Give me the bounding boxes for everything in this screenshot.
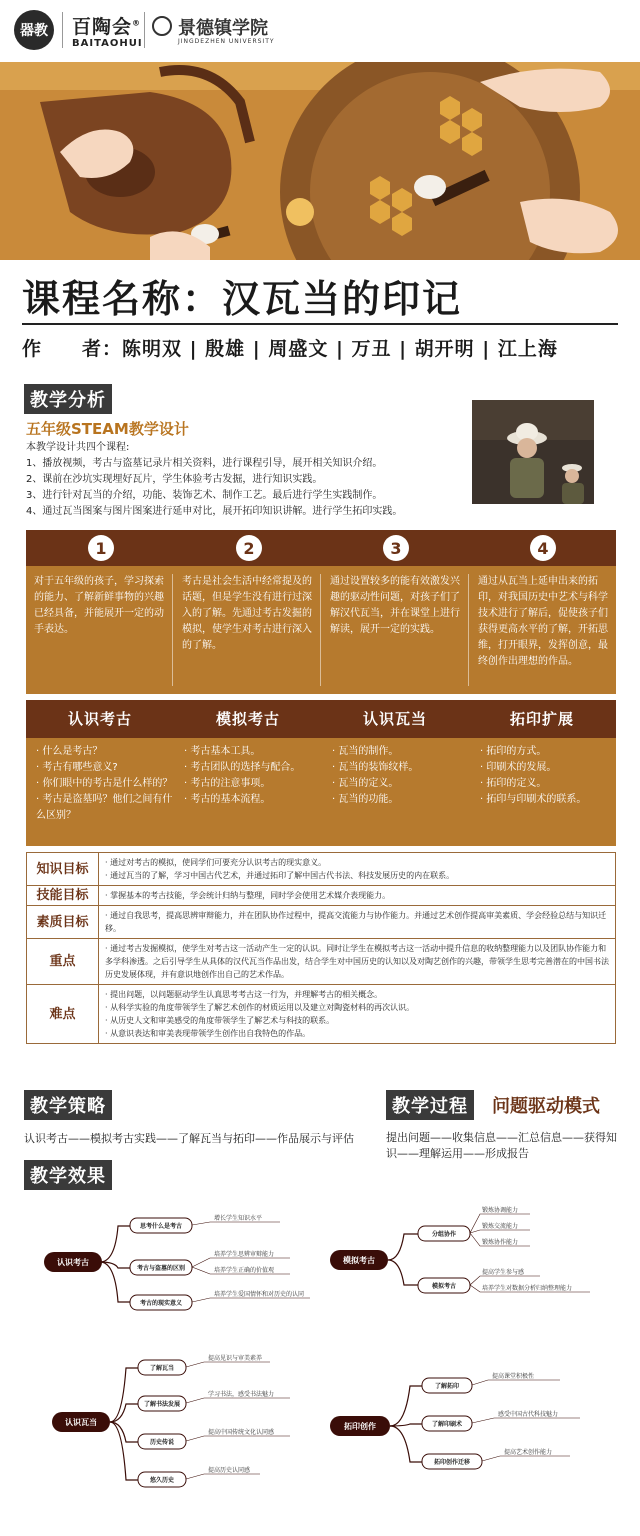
goal-content (99, 985, 616, 1044)
section-header-analysis: 教学分析 (24, 384, 112, 414)
list-item: · 拓印与印刷术的联系。 (480, 792, 620, 808)
mindmap-leaf-line (192, 1222, 280, 1225)
module-list-2 (184, 744, 324, 808)
intro-item: 1、播放视频，考古与盗墓记录片相关资料，进行课程引导，展开相关知识介绍。 (26, 458, 383, 469)
module-list-3 (332, 744, 472, 808)
intro-item: 4、通过瓦当图案与图片图案进行延申对比，展开拓印知识讲解。进行学生拓印实践。 (26, 506, 403, 517)
process-mode: 问题驱动模式 (492, 1096, 600, 1117)
intro-item: 3、进行针对瓦当的介绍，功能、装饰艺术、制作工艺。最后进行学生实践制作。 (26, 490, 383, 501)
mindmap-root-label: 认识瓦当 (65, 1418, 97, 1427)
mindmap-leaf-line (186, 1398, 290, 1403)
university-name-en: JINGDEZHEN UNIVERSITY (178, 38, 275, 45)
mindmap-leaf-line (482, 1456, 570, 1461)
course-authors: 作 者：陈明双 | 殷雄 | 周盛文 | 万丑 | 胡开明 | 江上海 (22, 338, 558, 360)
module-list-1 (36, 744, 176, 824)
goal-label: 难点 (27, 985, 99, 1044)
mindmap-link (390, 1386, 422, 1426)
mindmap-branch-label: 了解瓦当 (149, 1365, 175, 1372)
step-text-1: 对于五年级的孩子，学习探索的能力、了解新鲜事物的兴趣已经具备，并能展开一定的动手表达。 (34, 576, 164, 635)
step-number-3: 3 (383, 535, 409, 561)
step-number-2: 2 (236, 535, 262, 561)
goal-line: · 从科学实验的角度带领学生了解艺术创作的材质运用以及建立对陶瓷材料的再次认识。 (105, 1003, 415, 1012)
mindmap-link (110, 1404, 138, 1422)
mindmap-branch-label: 考古的现实意义 (139, 1300, 183, 1307)
goal-label: 技能目标 (27, 886, 99, 906)
step-text-4: 通过从瓦当上延申出来的拓印，对我国历史中艺术与科学技术进行了解后，促使孩子们获得更高水平的了解，开拓思维，打开眼界，发挥创意，最终创作出理想的作品。 (478, 576, 608, 667)
step-number-1: 1 (88, 535, 114, 561)
mindmap-leaf: 培养学生思辨审辩能力 (214, 1251, 275, 1258)
mindmap-branch-label: 了解拓印 (434, 1383, 460, 1390)
goal-content (99, 906, 616, 939)
list-item: · 拓印的定义。 (480, 776, 620, 792)
goal-line: · 从历史人文和审美感受的角度带领学生了解艺术与科技的联系。 (105, 1016, 335, 1025)
mindmap-link (110, 1422, 138, 1442)
table-row (27, 985, 616, 1044)
baitaohui-logo: 器教 (14, 10, 54, 50)
brand-name: 百陶会® (72, 16, 142, 38)
mindmap-leaf: 提高艺术创作能力 (504, 1449, 553, 1456)
table-row (27, 886, 616, 906)
goal-line: · 通过自我思考，提高思辨审辩能力，并在团队协作过程中，提高交流能力与协作能力。并通过艺术创作提高审美素质、学会经验总结与知识迁移。 (105, 911, 607, 933)
list-item: · 瓦当的制作。 (332, 744, 472, 760)
mindmap-leaf: 增长学生知识水平 (214, 1215, 263, 1222)
classroom-photo (472, 400, 594, 504)
header-divider (62, 12, 63, 48)
process-text: 提出问题——收集信息——汇总信息——获得知识——理解运用——形成报告 (386, 1131, 617, 1160)
mindmap-leaf: 锻炼交流能力 (482, 1223, 519, 1230)
section-header-effect: 教学效果 (24, 1160, 112, 1190)
mindmap-leaf: 提高课堂积极性 (492, 1373, 535, 1380)
mindmap-leaf: 学习书法，感受书法魅力 (208, 1391, 275, 1398)
mindmap-branch-label: 悠久历史 (149, 1477, 175, 1484)
mindmap-branch-label: 分组协作 (431, 1231, 457, 1238)
section-header-strategy: 教学策略 (24, 1090, 112, 1120)
mindmap-root-label: 模拟考古 (343, 1256, 375, 1265)
goal-content (99, 939, 616, 985)
step-text-3: 通过设置较多的能有效激发兴趣的驱动性问题，对孩子们了解汉代瓦当，并在课堂上进行解读，展开一定的实践。 (330, 576, 460, 635)
mindmap-link (388, 1260, 418, 1285)
brand-name-en: BAITAOHUI (72, 38, 143, 49)
goal-label: 素质目标 (27, 906, 99, 939)
list-item: · 考古是盗墓吗？他们之间有什么区别？ (36, 792, 176, 824)
mindmap-branch-label: 拓印创作迁移 (433, 1459, 471, 1466)
university-name: 景德镇学院 (178, 18, 268, 39)
list-item: · 考古有哪些意义? (36, 760, 176, 776)
module-list-4 (480, 744, 620, 808)
list-item: · 考古的注意事项。 (184, 776, 324, 792)
list-item: · 考古团队的选择与配合。 (184, 760, 324, 776)
goal-line: · 掌握基本的考古技能，学会统计归纳与整理，同时学会使用艺术媒介表现能力。 (105, 891, 391, 900)
university-seal-icon (152, 16, 172, 36)
section-header-process: 教学过程 (386, 1090, 474, 1120)
mindmap-2 (330, 1206, 590, 1293)
banner-illustration (0, 62, 640, 260)
table-row (27, 853, 616, 886)
archaeology-illustration (0, 62, 640, 260)
list-item: · 瓦当的功能。 (332, 792, 472, 808)
goal-line: · 提出问题，以问题驱动学生认真思考考古这一行为，并理解考古的相关概念。 (105, 990, 383, 999)
analysis-intro (26, 440, 466, 520)
module-title: 拓印扩展 (509, 710, 574, 728)
effect-mindmaps (0, 1190, 640, 1530)
module-title: 认识瓦当 (362, 710, 427, 728)
module-title: 认识考古 (67, 710, 132, 728)
table-row (27, 906, 616, 939)
mindmap-1 (44, 1214, 310, 1310)
mindmap-leaf: 锻炼协调能力 (482, 1207, 519, 1214)
mindmap-branch-label: 模拟考古 (431, 1283, 457, 1290)
table-row (27, 939, 616, 985)
mindmap-leaf: 提高学生参与感 (482, 1269, 525, 1276)
list-item: · 什么是考古？ (36, 744, 176, 760)
mindmap-leaf: 培养学生正确的价值观 (214, 1267, 275, 1274)
mindmap-4 (330, 1372, 580, 1469)
mindmap-link (110, 1368, 138, 1422)
list-item: · 拓印的方式。 (480, 744, 620, 760)
list-item: · 考古基本工具。 (184, 744, 324, 760)
list-item: · 你们眼中的考古是什么样的？ (36, 776, 176, 792)
mindmap-leaf-line (186, 1474, 260, 1479)
step-number-4: 4 (530, 535, 556, 561)
mindmap-leaf-line (472, 1418, 580, 1423)
mindmap-branch-label: 历史传说 (149, 1439, 175, 1446)
mindmap-root-label: 拓印创作 (344, 1422, 376, 1431)
module-title: 模拟考古 (215, 710, 280, 728)
mindmap-leaf: 锻炼协作能力 (482, 1239, 519, 1246)
mindmap-3 (52, 1354, 290, 1487)
header-divider (144, 12, 145, 48)
mindmap-branch-label: 了解印刷术 (431, 1421, 463, 1428)
mindmap-leaf: 培养学生对数据分析归纳整理能力 (482, 1285, 573, 1292)
step-divider (172, 574, 173, 686)
mindmap-leaf: 提高历史认同感 (208, 1467, 251, 1474)
mindmap-link (390, 1426, 422, 1462)
mindmap-leaf: 提高中国传统文化认同感 (208, 1429, 275, 1436)
mindmap-branch-label: 思考什么是考古 (139, 1223, 183, 1230)
mindmap-leaf-line (472, 1380, 560, 1385)
step-divider (320, 574, 321, 686)
list-item: · 印刷术的发展。 (480, 760, 620, 776)
mindmap-leaf: 培养学生爱国情怀和对历史的认同 (214, 1291, 305, 1298)
mindmap-root-label: 认识考古 (57, 1258, 89, 1267)
goal-content (99, 886, 616, 906)
page-header (0, 0, 640, 62)
step-divider (468, 574, 469, 686)
list-item: · 瓦当的装饰纹样。 (332, 760, 472, 776)
mindmap-branch-label: 考古与盗墓的区别 (136, 1265, 186, 1272)
list-item: · 瓦当的定义。 (332, 776, 472, 792)
goal-line: · 通过瓦当的了解，学习中国古代艺术，并通过拓印了解中国古代书法、科技发展历史的内在联系。 (105, 871, 455, 880)
intro-item: 2、课前在沙坑实现埋好瓦片，学生体验考古发掘，进行知识实践。 (26, 474, 323, 485)
strategy-text: 认识考古——模拟考古实践——了解瓦当与拓印——作品展示与评估 (24, 1132, 354, 1145)
list-item: · 考古的基本流程。 (184, 792, 324, 808)
goal-line: · 通过对考古的模拟，使同学们可要充分认识考古的现实意义。 (105, 858, 327, 867)
goal-line: · 通过考古发掘模拟，使学生对考古这一活动产生一定的认识。同时让学生在模拟考古这一活动中提升信息的收纳整理能力以及团队协作能力和多学科渗透。之后引导学生从具体的汉代瓦当作品出发，结合学生对中国历史的认知以及对陶艺创作的兴趣，带领学生思考完善潜在的中国书法历史发展体现，并有意识地创作出自己的艺术作品。 (105, 944, 609, 979)
mindmap-link (388, 1234, 418, 1260)
goal-label: 重点 (27, 939, 99, 985)
mindmap-leaf-line (186, 1436, 290, 1441)
mindmap-link (110, 1422, 138, 1480)
step-text-2: 考古是社会生活中经常提及的话题，但是学生没有进行过深入的了解。先通过考古发掘的模拟，使学生对考古进行深入的了解。 (182, 576, 312, 651)
mindmap-link (100, 1226, 130, 1262)
goals-table (26, 852, 616, 1044)
goal-line: · 从意识表达和审美表现带领学生创作出自我特色的作品。 (105, 1029, 311, 1038)
title-underline (22, 323, 618, 325)
steam-design-title: 五年级STEAM教学设计 (26, 420, 189, 438)
steps-header-bar (26, 530, 616, 566)
course-title: 课程名称：汉瓦当的印记 (22, 277, 463, 321)
intro-lead: 本教学设计共四个课程: (26, 442, 130, 453)
mindmap-leaf-line (186, 1362, 270, 1367)
mindmap-leaf: 提高见识与审美素养 (208, 1355, 263, 1362)
mindmap-branch-label: 了解书法发展 (143, 1401, 181, 1408)
goal-label: 知识目标 (27, 853, 99, 886)
mindmap-leaf-line (192, 1298, 310, 1302)
mindmap-leaf: 感受中国古代科技魅力 (498, 1411, 559, 1418)
goal-content (99, 853, 616, 886)
